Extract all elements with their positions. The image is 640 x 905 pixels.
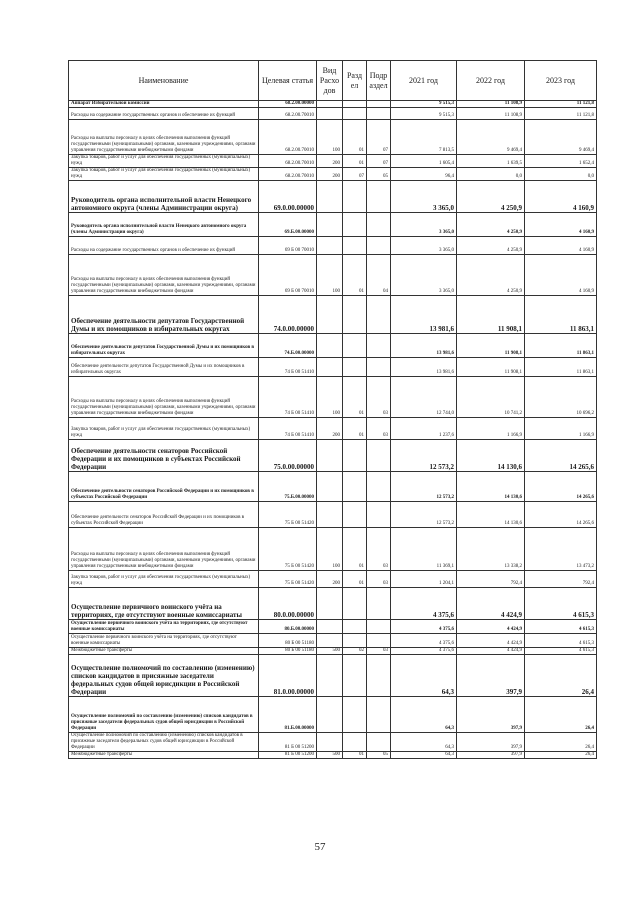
row-value-2022: 11 108,9 bbox=[457, 108, 525, 120]
row-expense-type bbox=[317, 213, 343, 237]
row-name: Осуществление полномочий по составлению (изменению) списков кандидатов в присяжные заседатели федеральных судов общей юрисдикции в Российской Федерации bbox=[69, 697, 259, 733]
table-row bbox=[69, 296, 597, 334]
row-subsection bbox=[367, 697, 391, 733]
row-target-article: 75.Б.00.00000 bbox=[259, 472, 317, 502]
row-value-2022: 397,9 bbox=[457, 733, 525, 752]
row-section: 01 bbox=[343, 571, 367, 588]
row-value-2022: 4 250,9 bbox=[457, 255, 525, 296]
row-target-article: 68.2.00.70010 bbox=[259, 168, 317, 181]
row-value-2021: 64,3 bbox=[391, 655, 457, 697]
row-name: Руководитель органа исполнительной власти Ненецкого автономного округа (члены Администрации округа) bbox=[69, 181, 259, 213]
row-subsection: 07 bbox=[367, 155, 391, 168]
row-value-2021: 3 365,0 bbox=[391, 181, 457, 213]
row-section bbox=[343, 181, 367, 213]
row-subsection bbox=[367, 358, 391, 377]
row-value-2023: 11 863,1 bbox=[525, 296, 597, 334]
table-row bbox=[69, 213, 597, 237]
table-row bbox=[69, 108, 597, 120]
row-subsection: 04 bbox=[367, 255, 391, 296]
header-year-2021: 2021 год bbox=[391, 61, 457, 101]
row-section bbox=[343, 655, 367, 697]
row-name: Осуществление полномочий по составлению (изменению) списков кандидатов в присяжные заседатели федеральных судов общей юрисдикции в Российской Федерации bbox=[69, 733, 259, 752]
table-row bbox=[69, 440, 597, 472]
row-section bbox=[343, 620, 367, 634]
row-target-article: 81.Б.00.00000 bbox=[259, 697, 317, 733]
row-name: Расходы на содержание государственных органов и обеспечение их функций bbox=[69, 108, 259, 120]
row-subsection bbox=[367, 108, 391, 120]
row-name: Обеспечение деятельности сенаторов Российской Федерации и их помощников в субъектах Российской Федерации bbox=[69, 472, 259, 502]
row-section: 01 bbox=[343, 377, 367, 418]
row-value-2021: 13 981,6 bbox=[391, 358, 457, 377]
row-section: 07 bbox=[343, 168, 367, 181]
row-name: Закупка товаров, работ и услуг для обеспечения государственных (муниципальных) нужд bbox=[69, 155, 259, 168]
row-value-2021: 1 204,1 bbox=[391, 571, 457, 588]
row-value-2021: 13 981,6 bbox=[391, 334, 457, 358]
table-body bbox=[69, 101, 597, 759]
row-value-2023: 26,4 bbox=[525, 733, 597, 752]
row-value-2022: 397,9 bbox=[457, 697, 525, 733]
row-value-2021: 3 365,0 bbox=[391, 255, 457, 296]
row-target-article: 81.0.00.00000 bbox=[259, 655, 317, 697]
row-value-2023: 4 615,3 bbox=[525, 634, 597, 648]
row-value-2023: 4 160,9 bbox=[525, 255, 597, 296]
table-row bbox=[69, 502, 597, 528]
row-section bbox=[343, 334, 367, 358]
row-target-article: 75 Б 00 51420 bbox=[259, 571, 317, 588]
row-section bbox=[343, 101, 367, 108]
row-target-article: 74.Б.00.00000 bbox=[259, 334, 317, 358]
row-value-2023: 14 265,6 bbox=[525, 472, 597, 502]
row-subsection: 03 bbox=[367, 377, 391, 418]
row-expense-type: 100 bbox=[317, 377, 343, 418]
row-value-2021: 64,3 bbox=[391, 752, 457, 759]
row-section bbox=[343, 588, 367, 620]
row-expense-type: 100 bbox=[317, 255, 343, 296]
table-row bbox=[69, 155, 597, 168]
row-value-2022: 14 130,6 bbox=[457, 440, 525, 472]
row-value-2022: 13 338,2 bbox=[457, 528, 525, 571]
row-section bbox=[343, 108, 367, 120]
row-expense-type: 100 bbox=[317, 120, 343, 155]
row-target-article: 74 Б 00 51410 bbox=[259, 377, 317, 418]
page-number: 57 bbox=[314, 841, 326, 853]
row-section bbox=[343, 502, 367, 528]
header-year-2023: 2023 год bbox=[525, 61, 597, 101]
table-row bbox=[69, 648, 597, 655]
row-value-2021: 11 369,1 bbox=[391, 528, 457, 571]
row-value-2021: 1 605,4 bbox=[391, 155, 457, 168]
row-section bbox=[343, 472, 367, 502]
row-expense-type bbox=[317, 472, 343, 502]
row-value-2022: 11 908,1 bbox=[457, 296, 525, 334]
row-value-2023: 4 160,9 bbox=[525, 237, 597, 255]
row-subsection: 05 bbox=[367, 752, 391, 759]
row-value-2022: 11 908,1 bbox=[457, 334, 525, 358]
row-target-article: 68.2.00.70010 bbox=[259, 155, 317, 168]
row-subsection bbox=[367, 620, 391, 634]
row-value-2023: 1 652,4 bbox=[525, 155, 597, 168]
row-value-2021: 4 375,6 bbox=[391, 648, 457, 655]
row-value-2022: 397,9 bbox=[457, 752, 525, 759]
row-expense-type bbox=[317, 697, 343, 733]
row-section: 01 bbox=[343, 752, 367, 759]
row-name: Обеспечение деятельности сенаторов Российской Федерации и их помощников в субъектах Российской Федерации bbox=[69, 440, 259, 472]
row-name: Межбюджетные трансферты bbox=[69, 752, 259, 759]
row-name: Расходы на содержание государственных органов и обеспечение их функций bbox=[69, 237, 259, 255]
row-subsection: 05 bbox=[367, 168, 391, 181]
row-expense-type bbox=[317, 502, 343, 528]
row-section bbox=[343, 213, 367, 237]
row-subsection bbox=[367, 213, 391, 237]
row-name: Обеспечение деятельности депутатов Государственной Думы и их помощников в избирательных округах bbox=[69, 334, 259, 358]
row-target-article: 75 Б 00 51420 bbox=[259, 502, 317, 528]
row-name: Расходы на выплаты персоналу в целях обеспечения выполнения функций государственными (муниципальными) органами, казенными учреждениями, органами управления государственными внебюджетными фондами bbox=[69, 120, 259, 155]
row-value-2022: 4 250,9 bbox=[457, 213, 525, 237]
row-name: Закупка товаров, работ и услуг для обеспечения государственных (муниципальных) нужд bbox=[69, 571, 259, 588]
row-target-article: 74 Б 00 51410 bbox=[259, 418, 317, 440]
row-value-2021: 7 813,5 bbox=[391, 120, 457, 155]
row-value-2021: 1 237,6 bbox=[391, 418, 457, 440]
row-name: Руководитель органа исполнительной власти Ненецкого автономного округа (члены Администрации округа) bbox=[69, 213, 259, 237]
row-value-2023: 13 473,2 bbox=[525, 528, 597, 571]
row-value-2023: 1 166,9 bbox=[525, 418, 597, 440]
row-value-2022: 4 424,9 bbox=[457, 620, 525, 634]
table-row bbox=[69, 472, 597, 502]
row-value-2021: 64,3 bbox=[391, 697, 457, 733]
row-name: Осуществление первичного воинского учёта на территориях, где отсутствуют военные комиссариаты bbox=[69, 620, 259, 634]
row-expense-type bbox=[317, 588, 343, 620]
table-row bbox=[69, 733, 597, 752]
table-row bbox=[69, 237, 597, 255]
row-target-article: 68.2.00.70010 bbox=[259, 120, 317, 155]
row-name: Расходы на выплаты персоналу в целях обеспечения выполнения функций государственными (муниципальными) органами, казенными учреждениями, органами управления государственными внебюджетными фондами bbox=[69, 255, 259, 296]
row-target-article: 69.0.00.00000 bbox=[259, 181, 317, 213]
row-value-2021: 12 744,0 bbox=[391, 377, 457, 418]
row-section bbox=[343, 697, 367, 733]
row-name: Расходы на выплаты персоналу в целях обеспечения выполнения функций государственными (муниципальными) органами, казенными учреждениями, органами управления государственными внебюджетными фондами bbox=[69, 528, 259, 571]
row-target-article: 69 Б 00 70010 bbox=[259, 237, 317, 255]
row-name: Обеспечение деятельности депутатов Государственной Думы и их помощников в избирательных округах bbox=[69, 296, 259, 334]
row-subsection bbox=[367, 655, 391, 697]
row-value-2023: 14 265,6 bbox=[525, 502, 597, 528]
row-name: Аппарат Избирательной комиссии bbox=[69, 101, 259, 108]
row-target-article: 75 Б 00 51420 bbox=[259, 528, 317, 571]
row-value-2023: 4 615,3 bbox=[525, 588, 597, 620]
row-name: Закупка товаров, работ и услуг для обеспечения государственных (муниципальных) нужд bbox=[69, 168, 259, 181]
row-value-2022: 10 741,2 bbox=[457, 377, 525, 418]
table-row bbox=[69, 571, 597, 588]
row-expense-type bbox=[317, 237, 343, 255]
row-expense-type bbox=[317, 655, 343, 697]
header-subsection: Подр аздел bbox=[367, 61, 391, 101]
table-row bbox=[69, 181, 597, 213]
row-target-article: 75.0.00.00000 bbox=[259, 440, 317, 472]
row-value-2022: 397,9 bbox=[457, 655, 525, 697]
row-name: Обеспечение деятельности депутатов Государственной Думы и их помощников в избирательных округах bbox=[69, 358, 259, 377]
row-name: Осуществление полномочий по составлению (изменению) списков кандидатов в присяжные заседатели федеральных судов общей юрисдикции в Российской Федерации bbox=[69, 655, 259, 697]
row-value-2023: 26,4 bbox=[525, 655, 597, 697]
row-value-2023: 11 121,8 bbox=[525, 108, 597, 120]
table-row bbox=[69, 418, 597, 440]
row-subsection: 03 bbox=[367, 418, 391, 440]
row-expense-type bbox=[317, 108, 343, 120]
row-value-2021: 12 573,2 bbox=[391, 502, 457, 528]
row-section: 01 bbox=[343, 155, 367, 168]
table-row bbox=[69, 358, 597, 377]
row-target-article: 81 Б 00 51200 bbox=[259, 752, 317, 759]
row-value-2022: 4 424,9 bbox=[457, 588, 525, 620]
row-section bbox=[343, 237, 367, 255]
table-row bbox=[69, 620, 597, 634]
row-value-2021: 9 515,3 bbox=[391, 101, 457, 108]
table-row bbox=[69, 655, 597, 697]
row-value-2023: 0,0 bbox=[525, 168, 597, 181]
row-expense-type bbox=[317, 334, 343, 358]
row-target-article: 80 Б 00 51180 bbox=[259, 634, 317, 648]
row-value-2023: 11 121,8 bbox=[525, 101, 597, 108]
row-value-2021: 4 375,6 bbox=[391, 634, 457, 648]
table-row bbox=[69, 697, 597, 733]
table-header-row bbox=[69, 61, 597, 101]
row-section bbox=[343, 634, 367, 648]
row-value-2022: 4 250,9 bbox=[457, 237, 525, 255]
table-row bbox=[69, 168, 597, 181]
row-expense-type: 100 bbox=[317, 528, 343, 571]
row-value-2022: 11 108,9 bbox=[457, 101, 525, 108]
table-row bbox=[69, 255, 597, 296]
row-value-2023: 4 160,9 bbox=[525, 213, 597, 237]
row-value-2021: 13 981,6 bbox=[391, 296, 457, 334]
row-subsection bbox=[367, 440, 391, 472]
row-subsection bbox=[367, 502, 391, 528]
table-row bbox=[69, 752, 597, 759]
row-expense-type bbox=[317, 181, 343, 213]
row-section bbox=[343, 296, 367, 334]
row-section: 02 bbox=[343, 648, 367, 655]
row-target-article: 68.2.00.00000 bbox=[259, 101, 317, 108]
row-value-2021: 12 573,2 bbox=[391, 440, 457, 472]
row-subsection bbox=[367, 472, 391, 502]
row-value-2021: 3 365,0 bbox=[391, 213, 457, 237]
row-subsection bbox=[367, 296, 391, 334]
header-target-article: Целевая статья bbox=[259, 61, 317, 101]
header-name: Наименование bbox=[69, 61, 259, 101]
row-name: Обеспечение деятельности сенаторов Российской Федерации и их помощников в субъектах Российской Федерации bbox=[69, 502, 259, 528]
row-subsection bbox=[367, 733, 391, 752]
row-expense-type: 200 bbox=[317, 571, 343, 588]
row-section bbox=[343, 358, 367, 377]
row-expense-type: 500 bbox=[317, 648, 343, 655]
table-row bbox=[69, 588, 597, 620]
row-value-2021: 9 515,3 bbox=[391, 108, 457, 120]
header-expense-type: Вид Расхо дов bbox=[317, 61, 343, 101]
row-name: Осуществление первичного воинского учёта на территориях, где отсутствуют военные комиссариаты bbox=[69, 588, 259, 620]
row-value-2023: 11 863,1 bbox=[525, 334, 597, 358]
row-section: 01 bbox=[343, 255, 367, 296]
row-value-2022: 11 908,1 bbox=[457, 358, 525, 377]
row-value-2021: 4 375,6 bbox=[391, 620, 457, 634]
row-value-2023: 4 160,9 bbox=[525, 181, 597, 213]
row-subsection: 07 bbox=[367, 120, 391, 155]
row-value-2022: 1 166,9 bbox=[457, 418, 525, 440]
row-value-2023: 26,4 bbox=[525, 697, 597, 733]
row-expense-type: 200 bbox=[317, 168, 343, 181]
budget-table bbox=[68, 60, 597, 759]
row-target-article: 69 Б 00 70010 bbox=[259, 255, 317, 296]
row-expense-type bbox=[317, 634, 343, 648]
row-subsection: 03 bbox=[367, 648, 391, 655]
row-value-2023: 4 615,3 bbox=[525, 648, 597, 655]
row-value-2021: 64,3 bbox=[391, 733, 457, 752]
row-expense-type: 200 bbox=[317, 155, 343, 168]
row-target-article: 80 Б 00 51180 bbox=[259, 648, 317, 655]
row-value-2023: 792,4 bbox=[525, 571, 597, 588]
row-value-2022: 9 469,4 bbox=[457, 120, 525, 155]
row-target-article: 74 Б 00 51410 bbox=[259, 358, 317, 377]
row-value-2021: 12 573,2 bbox=[391, 472, 457, 502]
row-subsection bbox=[367, 101, 391, 108]
row-section: 01 bbox=[343, 418, 367, 440]
row-target-article: 81 Б 00 51200 bbox=[259, 733, 317, 752]
row-name: Осуществление первичного воинского учёта на территориях, где отсутствуют военные комиссариаты bbox=[69, 634, 259, 648]
row-value-2022: 4 250,9 bbox=[457, 181, 525, 213]
row-value-2023: 11 863,1 bbox=[525, 358, 597, 377]
row-value-2021: 4 375,6 bbox=[391, 588, 457, 620]
table-row bbox=[69, 634, 597, 648]
table-row bbox=[69, 334, 597, 358]
row-expense-type bbox=[317, 101, 343, 108]
row-expense-type: 200 bbox=[317, 418, 343, 440]
row-value-2023: 26,4 bbox=[525, 752, 597, 759]
row-value-2023: 4 615,3 bbox=[525, 620, 597, 634]
row-expense-type bbox=[317, 358, 343, 377]
row-section bbox=[343, 440, 367, 472]
row-name: Межбюджетные трансферты bbox=[69, 648, 259, 655]
row-target-article: 80.0.00.00000 bbox=[259, 588, 317, 620]
row-subsection bbox=[367, 237, 391, 255]
row-target-article: 80.Б.00.00000 bbox=[259, 620, 317, 634]
header-year-2022: 2022 год bbox=[457, 61, 525, 101]
row-section: 01 bbox=[343, 120, 367, 155]
row-expense-type: 500 bbox=[317, 752, 343, 759]
row-subsection bbox=[367, 181, 391, 213]
row-expense-type bbox=[317, 440, 343, 472]
row-value-2023: 10 696,2 bbox=[525, 377, 597, 418]
row-value-2021: 96,4 bbox=[391, 168, 457, 181]
row-value-2022: 0,0 bbox=[457, 168, 525, 181]
row-expense-type bbox=[317, 296, 343, 334]
row-value-2022: 14 130,6 bbox=[457, 472, 525, 502]
row-expense-type bbox=[317, 733, 343, 752]
row-value-2022: 4 424,9 bbox=[457, 634, 525, 648]
row-value-2023: 9 469,4 bbox=[525, 120, 597, 155]
row-target-article: 69.Б.00.00000 bbox=[259, 213, 317, 237]
row-section: 01 bbox=[343, 528, 367, 571]
row-target-article: 68.2.00.70010 bbox=[259, 108, 317, 120]
table-row bbox=[69, 377, 597, 418]
row-subsection bbox=[367, 588, 391, 620]
row-name: Расходы на выплаты персоналу в целях обеспечения выполнения функций государственными (муниципальными) органами, казенными учреждениями, органами управления государственными внебюджетными фондами bbox=[69, 377, 259, 418]
row-value-2022: 792,4 bbox=[457, 571, 525, 588]
row-value-2023: 14 265,6 bbox=[525, 440, 597, 472]
table-row bbox=[69, 528, 597, 571]
row-value-2022: 4 424,9 bbox=[457, 648, 525, 655]
row-section bbox=[343, 733, 367, 752]
row-target-article: 74.0.00.00000 bbox=[259, 296, 317, 334]
row-value-2021: 3 365,0 bbox=[391, 237, 457, 255]
row-subsection bbox=[367, 334, 391, 358]
row-subsection: 03 bbox=[367, 528, 391, 571]
table-row bbox=[69, 101, 597, 108]
row-name: Закупка товаров, работ и услуг для обеспечения государственных (муниципальных) нужд bbox=[69, 418, 259, 440]
row-subsection: 03 bbox=[367, 571, 391, 588]
row-subsection bbox=[367, 634, 391, 648]
row-value-2022: 14 130,6 bbox=[457, 502, 525, 528]
row-value-2022: 1 639,5 bbox=[457, 155, 525, 168]
table-row bbox=[69, 120, 597, 155]
row-expense-type bbox=[317, 620, 343, 634]
header-section: Разд ел bbox=[343, 61, 367, 101]
